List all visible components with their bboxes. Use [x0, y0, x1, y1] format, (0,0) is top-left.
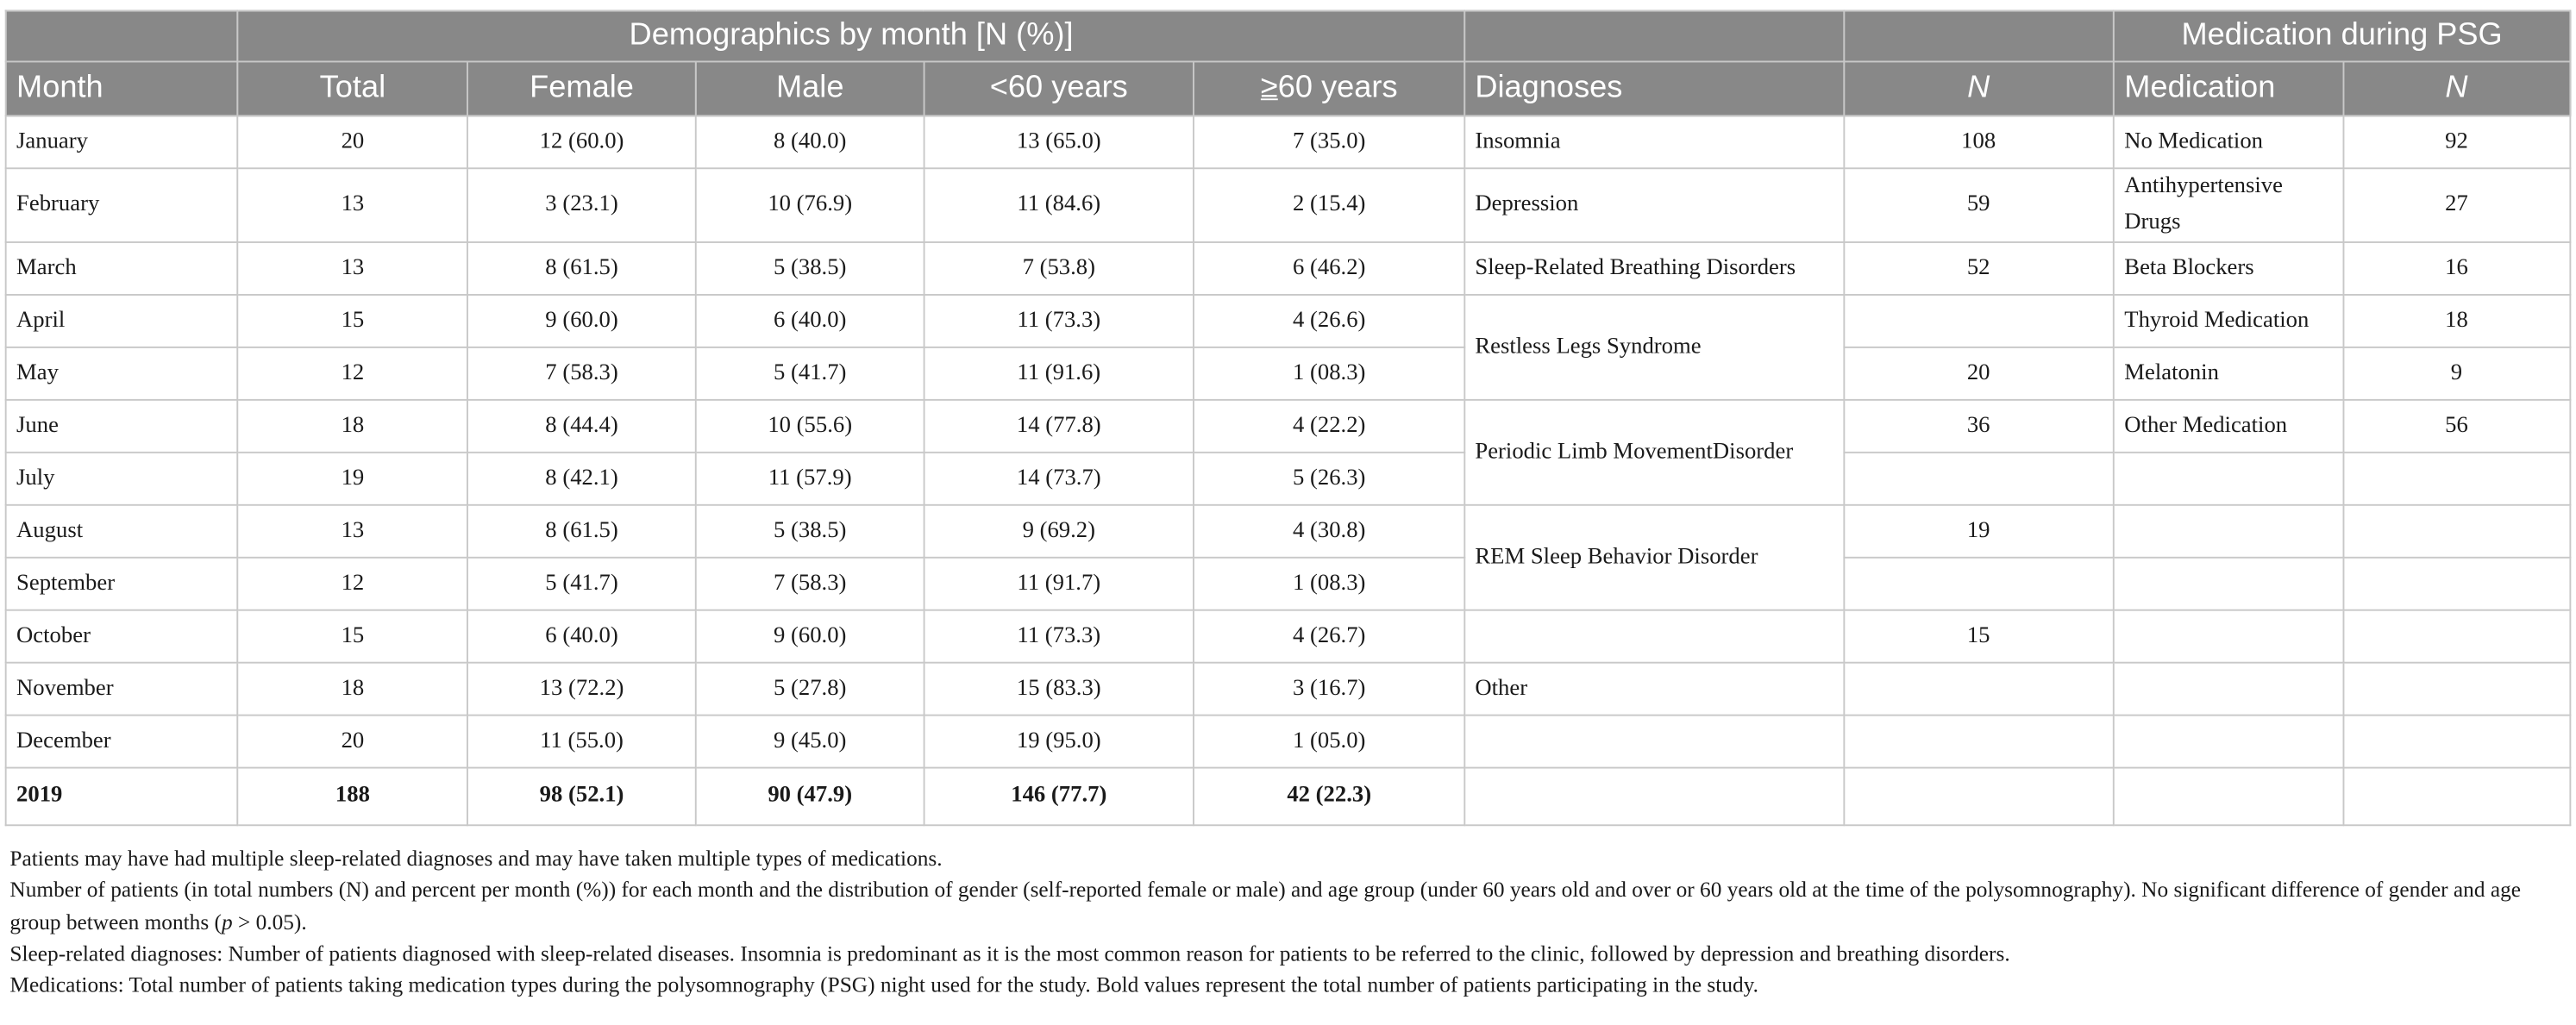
cell-total: 13: [238, 505, 467, 558]
footnote-2-text: Number of patients (in total numbers (N) and percent per month (%)) for each month and the distribution of gender (self-reported female or male) and age group (under 60 years old and over or 60 years old at the time of the polysomnography). No significant difference of gender and age group between months (: [9, 877, 2522, 934]
cell-medication: Melatonin: [2114, 347, 2343, 400]
cell-male: 9 (45.0): [696, 716, 924, 768]
col-male: Male: [696, 61, 924, 116]
cell-total: 15: [238, 610, 467, 663]
cell-diagnosis-empty: [1464, 610, 1844, 663]
cell-under60: 13 (65.0): [924, 116, 1194, 168]
cell-over60: 4 (26.6): [1194, 295, 1463, 347]
cell-diagnosis-n: 15: [1843, 610, 2113, 663]
col-female: Female: [467, 61, 697, 116]
cell-medication-n-empty: [2343, 716, 2571, 768]
cell-medication-empty: [2114, 505, 2343, 558]
cell-under60: 11 (91.7): [924, 558, 1194, 610]
cell-over60: 1 (05.0): [1194, 716, 1463, 768]
cell-total: 12: [238, 347, 467, 400]
cell-total: 19: [238, 453, 467, 505]
cell-male: 5 (41.7): [696, 347, 924, 400]
cell-total: 12: [238, 558, 467, 610]
table-row: [6, 242, 2571, 295]
cell-diagnosis: REM Sleep Behavior Disorder: [1464, 505, 1844, 610]
cell-month: December: [6, 716, 238, 768]
cell-medication-n-empty: [2343, 505, 2571, 558]
cell-month: November: [6, 663, 238, 716]
cell-diagnosis-n: 52: [1843, 242, 2113, 295]
cell-total: 13: [238, 168, 467, 242]
cell-medication-n: 92: [2343, 116, 2571, 168]
header-row-group: [6, 10, 2571, 61]
cell-diagnosis: Sleep-Related Breathing Disorders: [1464, 242, 1844, 295]
col-over60: [1194, 61, 1463, 116]
cell-over60: 7 (35.0): [1194, 116, 1463, 168]
cell-month: July: [6, 453, 238, 505]
cell-female: 11 (55.0): [467, 716, 697, 768]
cell-under60: 15 (83.3): [924, 663, 1194, 716]
cell-diagnosis-n-empty: [1843, 295, 2113, 347]
col-total: Total: [238, 61, 467, 116]
cell-diagnosis-empty: [1464, 716, 1844, 768]
cell-medication-n-empty: [2343, 558, 2571, 610]
header-medication-group: Medication during PSG: [2114, 10, 2570, 61]
cell-total: 20: [238, 116, 467, 168]
cell-over60: 4 (26.7): [1194, 610, 1463, 663]
cell-diagnosis: Insomnia: [1464, 116, 1844, 168]
cell-female: 9 (60.0): [467, 295, 697, 347]
cell-diagnosis-n: 19: [1843, 505, 2113, 558]
cell-medication-empty: [2114, 768, 2343, 826]
table-row: [6, 663, 2571, 716]
cell-medication-n-empty: [2343, 453, 2571, 505]
cell-month: August: [6, 505, 238, 558]
header-demographics: Demographics by month [N (%)]: [238, 10, 1464, 61]
cell-diagnosis-n: 59: [1843, 168, 2113, 242]
cell-diagnosis: Restless Legs Syndrome: [1464, 295, 1844, 400]
cell-over60: 4 (22.2): [1194, 400, 1463, 453]
cell-diagnosis-n-empty: [1843, 558, 2113, 610]
cell-male: 8 (40.0): [696, 116, 924, 168]
cell-medication-n: 27: [2343, 168, 2571, 242]
cell-medication: Antihypertensive Drugs: [2114, 168, 2343, 242]
cell-female: 8 (61.5): [467, 242, 697, 295]
cell-medication-empty: [2114, 453, 2343, 505]
cell-female: 8 (61.5): [467, 505, 697, 558]
cell-female: 13 (72.2): [467, 663, 697, 716]
cell-diagnosis-n-empty: [1843, 663, 2113, 716]
cell-month: September: [6, 558, 238, 610]
cell-medication-n-empty: [2343, 610, 2571, 663]
table-row: [6, 558, 2571, 610]
header-empty-diag: [1464, 10, 1844, 61]
cell-diagnosis: Other: [1464, 663, 1844, 716]
cell-male-total: 90 (47.9): [696, 768, 924, 826]
cell-medication: No Medication: [2114, 116, 2343, 168]
cell-diagnosis-empty: [1464, 768, 1844, 826]
cell-month: April: [6, 295, 238, 347]
cell-male: 5 (27.8): [696, 663, 924, 716]
cell-male: 7 (58.3): [696, 558, 924, 610]
table-row: [6, 347, 2571, 400]
cell-medication-n: 9: [2343, 347, 2571, 400]
cell-medication-n-empty: [2343, 663, 2571, 716]
cell-over60: 1 (08.3): [1194, 558, 1463, 610]
cell-month: June: [6, 400, 238, 453]
cell-medication-empty: [2114, 663, 2343, 716]
footnote-2-end: > 0.05).: [232, 909, 307, 934]
table-row: [6, 116, 2571, 168]
cell-medication-empty: [2114, 716, 2343, 768]
cell-under60-total: 146 (77.7): [924, 768, 1194, 826]
table-row: [6, 610, 2571, 663]
cell-diagnosis-n: 36: [1843, 400, 2113, 453]
cell-medication: Beta Blockers: [2114, 242, 2343, 295]
footnote-2-p: p: [221, 909, 233, 934]
col-medication: Medication: [2114, 61, 2343, 116]
cell-month: October: [6, 610, 238, 663]
cell-under60: 14 (73.7): [924, 453, 1194, 505]
col-diag-n: N: [1843, 61, 2113, 116]
cell-diagnosis: Periodic Limb MovementDisorder: [1464, 400, 1844, 505]
cell-female: 8 (44.4): [467, 400, 697, 453]
cell-under60: 14 (77.8): [924, 400, 1194, 453]
cell-male: 6 (40.0): [696, 295, 924, 347]
cell-total: 18: [238, 400, 467, 453]
cell-over60: 6 (46.2): [1194, 242, 1463, 295]
gte-symbol: ≥: [1260, 70, 1278, 105]
cell-total: 13: [238, 242, 467, 295]
cell-over60: 5 (26.3): [1194, 453, 1463, 505]
cell-under60: 9 (69.2): [924, 505, 1194, 558]
cell-over60: 1 (08.3): [1194, 347, 1463, 400]
table-row: [6, 453, 2571, 505]
cell-female: 3 (23.1): [467, 168, 697, 242]
cell-month-total: 2019: [6, 768, 238, 826]
cell-month: March: [6, 242, 238, 295]
col-under60: <60 years: [924, 61, 1194, 116]
cell-medication-n: 16: [2343, 242, 2571, 295]
cell-under60: 11 (84.6): [924, 168, 1194, 242]
cell-medication: Other Medication: [2114, 400, 2343, 453]
cell-female: 8 (42.1): [467, 453, 697, 505]
cell-diagnosis-n-empty: [1843, 453, 2113, 505]
demographics-table: [5, 9, 2572, 826]
cell-over60: 2 (15.4): [1194, 168, 1463, 242]
table-row: [6, 716, 2571, 768]
cell-under60: 7 (53.8): [924, 242, 1194, 295]
cell-male: 10 (55.6): [696, 400, 924, 453]
cell-total: 18: [238, 663, 467, 716]
cell-female: 6 (40.0): [467, 610, 697, 663]
cell-diagnosis-n: 20: [1843, 347, 2113, 400]
cell-diagnosis-n-empty: [1843, 716, 2113, 768]
table-total-row: [6, 768, 2571, 826]
cell-male: 5 (38.5): [696, 505, 924, 558]
cell-female: 12 (60.0): [467, 116, 697, 168]
cell-diagnosis-n-empty: [1843, 768, 2113, 826]
cell-under60: 11 (73.3): [924, 610, 1194, 663]
cell-medication-n: 56: [2343, 400, 2571, 453]
header-empty: [6, 10, 238, 61]
header-row-columns: [6, 61, 2571, 116]
footnote-3: Sleep-related diagnoses: Number of patients diagnosed with sleep-related diseases. Insomnia is predominant as it is the most common reason for patients to be referred to the clinic, followed by depression and breathing disorders.: [9, 941, 2010, 966]
cell-female-total: 98 (52.1): [467, 768, 697, 826]
cell-diagnosis-n: 108: [1843, 116, 2113, 168]
cell-male: 10 (76.9): [696, 168, 924, 242]
col-med-n: N: [2343, 61, 2571, 116]
cell-month: January: [6, 116, 238, 168]
cell-medication-n: 18: [2343, 295, 2571, 347]
cell-month: May: [6, 347, 238, 400]
table-row: [6, 168, 2571, 242]
cell-medication-empty: [2114, 610, 2343, 663]
table-footnotes: [9, 842, 2566, 1001]
cell-female: 7 (58.3): [467, 347, 697, 400]
cell-under60: 11 (91.6): [924, 347, 1194, 400]
cell-male: 9 (60.0): [696, 610, 924, 663]
header-empty-diag-n: [1843, 10, 2113, 61]
cell-month: February: [6, 168, 238, 242]
cell-female: 5 (41.7): [467, 558, 697, 610]
footnote-1: Patients may have had multiple sleep-related diagnoses and may have taken multiple types of medications.: [9, 846, 943, 871]
cell-medication: Thyroid Medication: [2114, 295, 2343, 347]
cell-over60: 4 (30.8): [1194, 505, 1463, 558]
cell-male: 11 (57.9): [696, 453, 924, 505]
table-row: [6, 400, 2571, 453]
cell-total-total: 188: [238, 768, 467, 826]
cell-under60: 19 (95.0): [924, 716, 1194, 768]
cell-diagnosis: Depression: [1464, 168, 1844, 242]
cell-over60-total: 42 (22.3): [1194, 768, 1463, 826]
footnote-4: Medications: Total number of patients taking medication types during the polysomnography (PSG) night used for the study. Bold values represent the total number of patients participating in the study.: [9, 972, 1759, 997]
table-row: [6, 295, 2571, 347]
cell-medication-n-empty: [2343, 768, 2571, 826]
cell-under60: 11 (73.3): [924, 295, 1194, 347]
cell-total: 15: [238, 295, 467, 347]
footnote-2: [9, 874, 2566, 938]
col-over60-label: 60 years: [1277, 70, 1398, 105]
col-month: Month: [6, 61, 238, 116]
cell-over60: 3 (16.7): [1194, 663, 1463, 716]
cell-medication-empty: [2114, 558, 2343, 610]
col-diagnoses: Diagnoses: [1464, 61, 1844, 116]
cell-male: 5 (38.5): [696, 242, 924, 295]
table-row: [6, 505, 2571, 558]
cell-total: 20: [238, 716, 467, 768]
